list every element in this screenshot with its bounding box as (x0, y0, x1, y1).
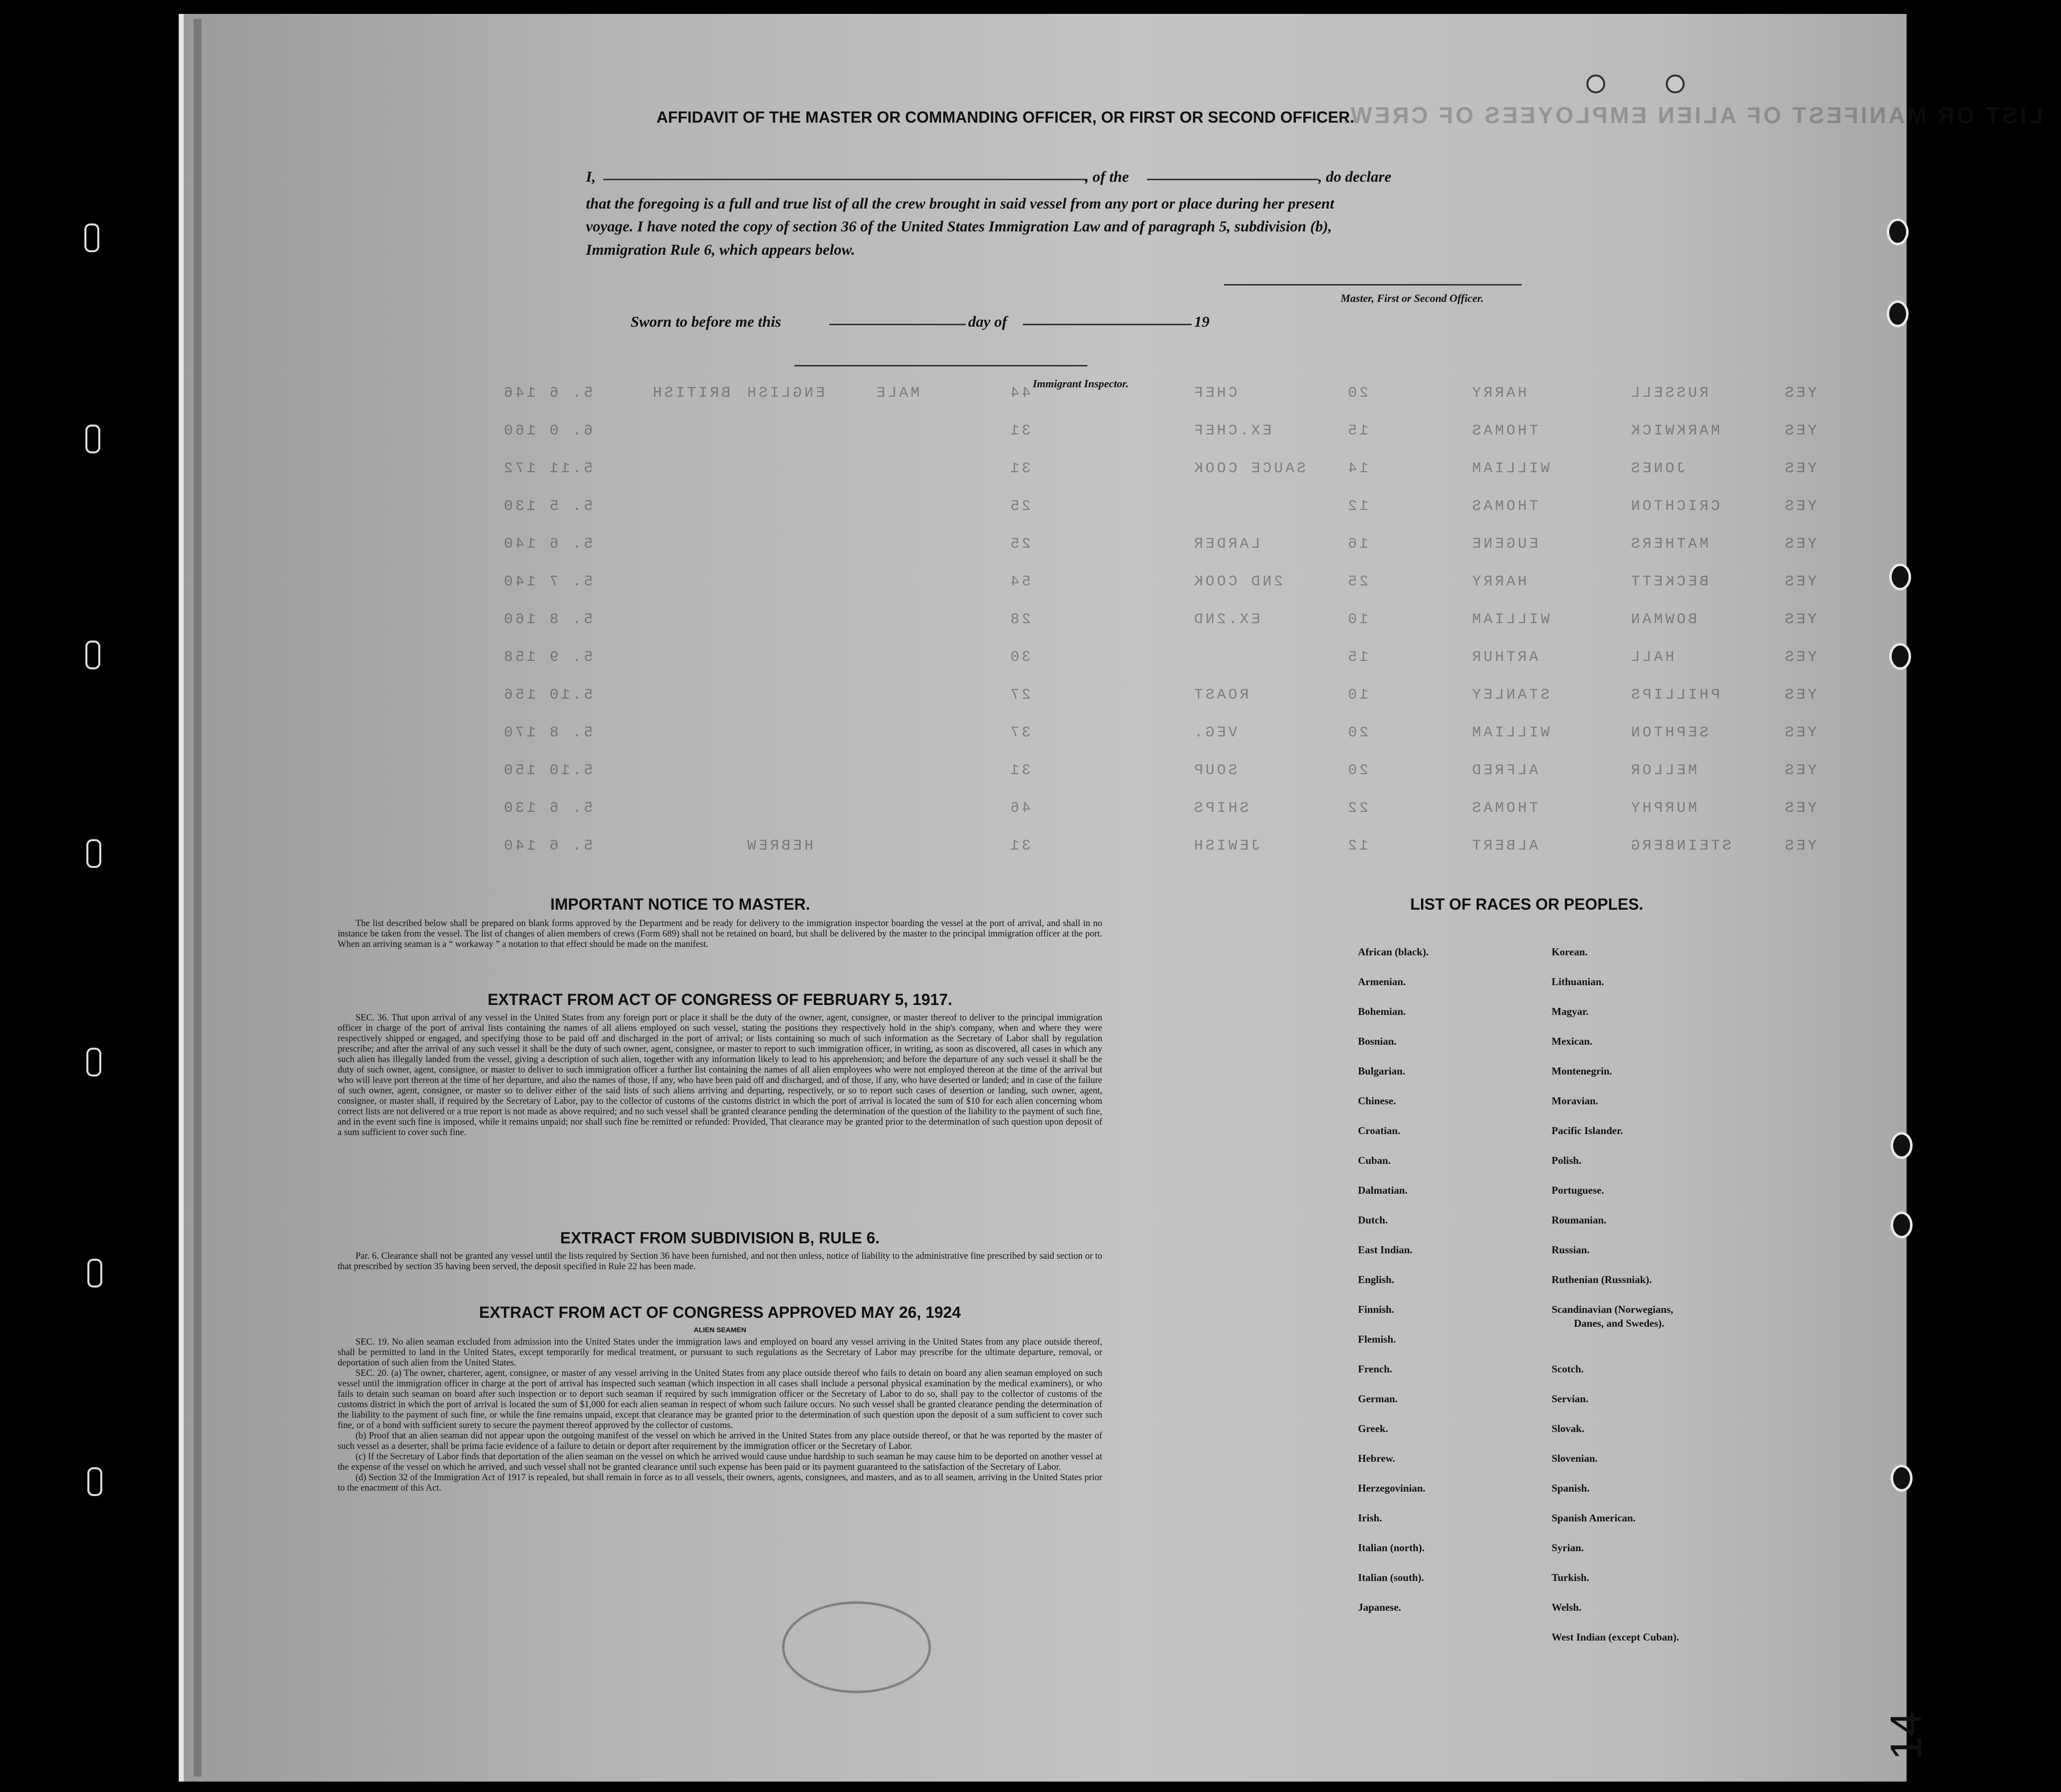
extract-1917-body (338, 1013, 1102, 1138)
bleed-through-cell: SOUP (1192, 762, 1238, 779)
bleed-through-cell: 12 (1346, 498, 1369, 515)
bleed-through-cell: 30 (1008, 649, 1031, 666)
bleed-through-cell: CHEF (1192, 385, 1238, 402)
races-title: LIST OF RACES OR PEOPLES. (1410, 895, 1643, 913)
bleed-through-cell: 20 (1346, 762, 1369, 779)
affidavit-heading: AFFIDAVIT OF THE MASTER OR COMMANDING OFFICER, OR FIRST OR SECOND OFFICER. (656, 108, 1354, 126)
top-hole (1666, 74, 1685, 93)
bleed-through-cell: EUGENE (1470, 536, 1539, 553)
bleed-through-cell: 2ND COOK (1192, 573, 1283, 590)
race-item: Spanish. (1552, 1482, 1590, 1494)
bleed-through-cell: 46 (1008, 800, 1031, 817)
inspector-signature-line[interactable] (794, 365, 1087, 366)
race-item: Croatian. (1358, 1125, 1401, 1137)
bleed-through-cell: 31 (1008, 838, 1031, 855)
bleed-through-cell: THOMAS (1470, 423, 1539, 439)
extract-1924-body (338, 1337, 1102, 1494)
sec-20a-text: SEC. 20. (a) The owner, charterer, agent, consignee, or master of any vessel arriving in the United States from any place outside thereof who fails to detain on board any alien seaman employed on such vessel until the immigration officer in charge at the port of arrival has inspected such seaman (which inspection in all cases shall include a personal physical examination by the medical examiners), or who fails to detain such seaman on board after such inspection or to deport such seaman if required by such immigration officer or the Secretary of Labor to do so, shall pay to the collector of customs of the customs district in which the port of arrival is located the sum of $1,000 for each alien seaman in respect of whom such failure occurs. No such vessel shall be granted clearance pending the determination of the liability to the payment of such fine, or while the fine remains unpaid, except that clearance may be granted prior to the determination of such question upon the deposit of a sum sufficient to cover such fine, or of a bond with sufficient surety to secure the payment thereof approved by the collector of customs. (338, 1368, 1102, 1431)
top-hole (1586, 74, 1605, 93)
race-item: Korean. (1552, 946, 1588, 958)
sworn-month-line[interactable] (1023, 324, 1192, 325)
race-item: Syrian. (1552, 1542, 1584, 1554)
bleed-through-cell: 20 (1346, 724, 1369, 741)
inspector-label: Immigrant Inspector. (1033, 377, 1129, 390)
bleed-through-cell: STEINBERG (1629, 838, 1732, 855)
race-item: Ruthenian (Russniak). (1552, 1274, 1652, 1286)
race-item: African (black). (1358, 946, 1429, 958)
bleed-through-cell: MURPHY (1629, 800, 1698, 817)
bleed-through-cell: 5.11 172 (501, 460, 593, 477)
bleed-through-cell: 25 (1346, 573, 1369, 590)
right-punch-hole (1889, 643, 1911, 670)
bleed-through-cell: 14 (1346, 460, 1369, 477)
vessel-name-line[interactable] (1147, 179, 1318, 180)
rule-6-title: EXTRACT FROM SUBDIVISION B, RULE 6. (560, 1229, 880, 1247)
notice-text: The list described below shall be prepared on blank forms approved by the Department and be ready for delivery to the immigration inspector boarding the vessel at the port of arrival, and shall in no instance be taken from the vessel. The list of changes of alien members of crews (Form 689) shall not be retained on board, but shall be delivered by the master to the principal immigration officer at the port. When an arriving seaman is a “ workaway ” a notation to that effect should be made on the manifest. (338, 919, 1102, 949)
bleed-through-cell: YES (1782, 498, 1817, 515)
bleed-through-cell: 5. 7 140 (501, 573, 593, 590)
bleed-through-cell: PHILLIPS (1629, 687, 1720, 704)
bleed-through-cell: WILLIAM (1470, 611, 1550, 628)
affidavit-line-3: Immigration Rule 6, which appears below. (586, 241, 855, 258)
bleed-through-cell: 31 (1008, 762, 1031, 779)
bleed-through-cell: MATHERS (1629, 536, 1709, 553)
sworn-label: Sworn to before me this (631, 313, 782, 330)
race-item: Portuguese. (1552, 1184, 1604, 1196)
affiant-name-line[interactable] (603, 179, 1087, 180)
bleed-through-cell: YES (1782, 385, 1817, 402)
sec-20d-text: (d) Section 32 of the Immigration Act of 1917 is repealed, but shall remain in force as to all vessels, their owners, agents, consignees, and masters, and as to all seamen, arriving in the United States prior to the enactment of this Act. (338, 1473, 1102, 1493)
bleed-through-cell: HARRY (1470, 573, 1527, 590)
right-punch-hole (1889, 564, 1911, 590)
bleed-through-cell: WILLIAM (1470, 724, 1550, 741)
race-item: English. (1358, 1274, 1394, 1286)
sec-36-text: SEC. 36. That upon arrival of any vessel in the United States from any foreign port or place it shall be the duty of the owner, agent, consignee, or master thereof to deliver to the principal immigration officer in charge of the port of arrival lists containing the names of all aliens employed on such vessel, stating the positions they respectively hold in the ship's company, when and where they were respectively shipped or engaged, and specifying those to be paid off and discharged in the port of arrival; or lists containing so much of such information as the Secretary of Labor shall by regulation prescribe; and after the arrival of any such vessel it shall be the duty of such owner, agent, consignee, or master to report to such immigration officer, in writing, as soon as discovered, all cases in which any such alien has illegally landed from the vessel, giving a description of such alien, together with any information likely to lead to his apprehension; and before the departure of any such vessel it shall be the duty of such owner, agent, consignee, or master to deliver to such immigration officer a further list containing the names of all alien employees who were not employed thereon at the time of the arrival but who will leave port thereon at the time of her departure, and also the names of those, if any, who have been paid off and discharged, and of those, if any, who have deserted or landed; and in case of the failure of such owner, agent, consignee, or master so to deliver either of the said lists of such aliens arriving and departing, respectively, or so to report such cases of desertion or landing, such owner, agent, consignee, or master shall, if required by the Secretary of Labor, pay to the collector of customs of the customs district in which the port of arrival is located the sum of $10 for each alien concerning whom correct lists are not delivered or a true report is not made as above required; and no such vessel shall be granted clearance pending the determination of the question of the liability to the payment of such fine, and in the event such fine is imposed, while it remains unpaid; nor shall such fine be remitted or refunded: Provided, That clearance may be granted prior to the determination of such question upon deposit of a sum sufficient to cover such fine. (338, 1013, 1102, 1138)
bleed-through-cell: YES (1782, 687, 1817, 704)
race-item: Magyar. (1552, 1005, 1589, 1017)
bleed-through-cell: 5. 8 170 (501, 724, 593, 741)
bleed-through-cell: 5. 6 146 (501, 385, 593, 402)
bleed-through-cell: 54 (1008, 573, 1031, 590)
bleed-through-cell: LARDER (1192, 536, 1261, 553)
race-item: Moravian. (1552, 1095, 1598, 1107)
bleed-through-cell: 5. 5 130 (501, 498, 593, 515)
race-item: Roumanian. (1552, 1214, 1607, 1226)
bleed-through-cell: 31 (1008, 423, 1031, 439)
race-item: Danes, and Swedes). (1574, 1317, 1665, 1329)
bleed-through-cell: YES (1782, 423, 1817, 439)
bleed-through-cell: YES (1782, 536, 1817, 553)
year-prefix: 19 (1194, 313, 1209, 330)
race-item: Japanese. (1358, 1601, 1401, 1613)
bleed-through-cell: JEWISH (1192, 838, 1261, 855)
bleed-through-cell: ARTHUR (1470, 649, 1539, 666)
bleed-through-cell: RUSSELL (1629, 385, 1709, 402)
rule-6-body (338, 1251, 1102, 1272)
race-item: Scandinavian (Norwegians, (1552, 1303, 1674, 1315)
bleed-through-cell: SAUCE COOK (1192, 460, 1306, 477)
sec-19-text: SEC. 19. No alien seaman excluded from admission into the United States under the immigration laws and employed on board any vessel arriving in the United States from any place outside thereof, shall be permitted to land in the United States, except temporarily for medical treatment, or pursuant to such regulations as the Secretary of Labor may prescribe for the ultimate departure, removal, or deportation of such alien from the United States. (338, 1337, 1102, 1368)
bleed-through-cell: 22 (1346, 800, 1369, 817)
race-item: French. (1358, 1363, 1393, 1375)
affiant-label: I, (586, 168, 596, 185)
bleed-through-cell: 5. 9 158 (501, 649, 593, 666)
extract-1917-title: EXTRACT FROM ACT OF CONGRESS OF FEBRUARY 5, 1917. (488, 991, 952, 1008)
punch-hole (87, 1259, 102, 1288)
punch-hole (85, 641, 100, 669)
bleed-through-header: LIST OR MANIFEST OF ALIEN EMPLOYEES OF CREW. (1341, 102, 2043, 128)
bleed-through-cell: SHIPS (1192, 800, 1249, 817)
sec-20c-text: (c) If the Secretary of Labor finds that deportation of the alien seaman on the vessel on which he arrived would cause undue hardship to such seaman he may cause him to be deported on another vessel at the expense of the vessel on which he arrived, and such vessel shall not be granted clearance until such expense has been paid or its payment guaranteed to the satisfaction of the Secretary of Labor. (338, 1452, 1102, 1472)
race-item: Polish. (1552, 1154, 1582, 1166)
right-punch-hole (1887, 300, 1909, 327)
office-stamp (782, 1601, 931, 1693)
bleed-through-cell: 10 (1346, 611, 1369, 628)
affidavit-line-2: voyage. I have noted the copy of section 36 of the United States Immigration Law and of paragraph 5, subdivision (b), (586, 217, 1332, 235)
sec-20b-text: (b) Proof that an alien seaman did not appear upon the outgoing manifest of the vessel on which he arrived in the United States from any place outside thereof, or that he was reported by the master of such vessel as a deserter, shall be prima facie evidence of a failure to detain or deport after requirement by the immigration officer or the Secretary of Labor. (338, 1431, 1102, 1451)
master-signature-line[interactable] (1224, 284, 1522, 286)
bleed-through-cell: 25 (1008, 498, 1031, 515)
bleed-through-cell: 6. 0 160 (501, 423, 593, 439)
race-item: Irish. (1358, 1512, 1382, 1524)
bleed-through-cell: HEBREW (745, 838, 814, 855)
bleed-through-cell: 5. 6 130 (501, 800, 593, 817)
bleed-through-cell: JONES (1629, 460, 1686, 477)
bleed-through-cell: YES (1782, 573, 1817, 590)
race-item: Italian (north). (1358, 1542, 1425, 1554)
bleed-through-cell: YES (1782, 724, 1817, 741)
bleed-through-cell: ROAST (1192, 687, 1249, 704)
bleed-through-cell: CRICHTON (1629, 498, 1720, 515)
bleed-through-cell: 16 (1346, 536, 1369, 553)
race-item: Finnish. (1358, 1303, 1394, 1315)
bleed-through-cell: YES (1782, 649, 1817, 666)
right-punch-hole (1891, 1132, 1913, 1159)
race-item: Slovak. (1552, 1423, 1584, 1434)
bleed-through-cell: 10 (1346, 687, 1369, 704)
right-punch-hole (1891, 1465, 1913, 1492)
of-the-label: , of the (1085, 168, 1129, 185)
race-item: Herzegovinian. (1358, 1482, 1425, 1494)
punch-hole (87, 1467, 102, 1496)
race-item: Scotch. (1552, 1363, 1584, 1375)
race-item: Cuban. (1358, 1154, 1391, 1166)
race-item: Bosnian. (1358, 1035, 1397, 1047)
race-item: Italian (south). (1358, 1572, 1424, 1583)
bleed-through-cell: 20 (1346, 385, 1369, 402)
bleed-through-cell: EX.2ND (1192, 611, 1261, 628)
sworn-day-line[interactable] (829, 324, 966, 325)
bleed-through-cell: 37 (1008, 724, 1031, 741)
bleed-through-cell: 25 (1008, 536, 1031, 553)
bleed-through-cell: YES (1782, 762, 1817, 779)
bleed-through-cell: 15 (1346, 649, 1369, 666)
race-item: Bulgarian. (1358, 1065, 1406, 1077)
alien-seamen-subtitle: ALIEN SEAMEN (694, 1326, 746, 1334)
race-item: Dutch. (1358, 1214, 1388, 1226)
punch-hole (86, 1048, 101, 1076)
bleed-through-cell: ALBERT (1470, 838, 1539, 855)
bleed-through-cell: BECKETT (1629, 573, 1709, 590)
bleed-through-cell: THOMAS (1470, 498, 1539, 515)
bleed-through-cell: ALFRED (1470, 762, 1539, 779)
bleed-through-cell: EX.CHEF (1192, 423, 1272, 439)
race-item: Greek. (1358, 1423, 1388, 1434)
race-item: Hebrew. (1358, 1452, 1395, 1464)
bleed-through-cell: YES (1782, 800, 1817, 817)
race-item: Bohemian. (1358, 1005, 1406, 1017)
bleed-through-cell: YES (1782, 838, 1817, 855)
race-item: Lithuanian. (1552, 976, 1604, 988)
race-item: Chinese. (1358, 1095, 1396, 1107)
notice-body (338, 919, 1102, 950)
bleed-through-cell: YES (1782, 460, 1817, 477)
bleed-through-cell: WILLIAM (1470, 460, 1550, 477)
notice-title: IMPORTANT NOTICE TO MASTER. (550, 895, 810, 913)
master-signature-label: Master, First or Second Officer. (1341, 292, 1484, 304)
bleed-through-cell: 15 (1346, 423, 1369, 439)
bleed-through-cell: SEPHTON (1629, 724, 1709, 741)
bleed-through-cell: 31 (1008, 460, 1031, 477)
punch-hole (84, 223, 99, 252)
bleed-through-cell: 12 (1346, 838, 1369, 855)
bleed-through-cell: MARKWICK (1629, 423, 1720, 439)
bleed-through-cell: BRITISH (650, 385, 731, 402)
bleed-through-cell: 5. 6 140 (501, 536, 593, 553)
bleed-through-cell: 27 (1008, 687, 1031, 704)
bleed-through-cell: VEG. (1192, 724, 1238, 741)
race-item: Servian. (1552, 1393, 1589, 1405)
race-item: Welsh. (1552, 1601, 1582, 1613)
bleed-through-cell: 28 (1008, 611, 1031, 628)
extract-1924-title: EXTRACT FROM ACT OF CONGRESS APPROVED MAY 26, 1924 (479, 1303, 961, 1321)
race-item: Pacific Islander. (1552, 1125, 1623, 1137)
race-item: Mexican. (1552, 1035, 1593, 1047)
day-of-label: day of (968, 313, 1007, 330)
bleed-through-cell: 5. 8 160 (501, 611, 593, 628)
bleed-through-cell: HARRY (1470, 385, 1527, 402)
race-item: West Indian (except Cuban). (1552, 1631, 1679, 1643)
bleed-through-cell: 5.10 156 (501, 687, 593, 704)
bleed-through-cell: STANLEY (1470, 687, 1550, 704)
affidavit-line-1: that the foregoing is a full and true list of all the crew brought in said vessel from any port or place during her present (586, 195, 1335, 212)
bleed-through-cell: MALE (874, 385, 920, 402)
race-item: German. (1358, 1393, 1398, 1405)
bleed-through-cell: HALL (1629, 649, 1675, 666)
right-punch-hole (1887, 218, 1909, 245)
race-item: Dalmatian. (1358, 1184, 1408, 1196)
race-item: Turkish. (1552, 1572, 1589, 1583)
race-item: Montenegrin. (1552, 1065, 1612, 1077)
bleed-through-cell: THOMAS (1470, 800, 1539, 817)
race-item: Armenian. (1358, 976, 1406, 988)
punch-hole (85, 425, 100, 453)
punch-hole (86, 839, 101, 868)
race-item: Spanish American. (1552, 1512, 1636, 1524)
page-number: 14 (1881, 1712, 1930, 1760)
bleed-through-cell: YES (1782, 611, 1817, 628)
bleed-through-cell: BOWMAN (1629, 611, 1698, 628)
do-declare-label: , do declare (1318, 168, 1392, 185)
par-6-text: Par. 6. Clearance shall not be granted any vessel until the lists required by Section 36 have been furnished, and not then unless, notice of liability to the administrative fine prescribed by said section or to that prescribed by section 35 having been served, the deposit specified in Rule 22 has been made. (338, 1251, 1102, 1272)
bleed-through-cell: 44 (1008, 385, 1031, 402)
bleed-through-cell: ENGLISH (745, 385, 825, 402)
right-punch-hole (1891, 1212, 1913, 1238)
bleed-through-cell: 5. 6 140 (501, 838, 593, 855)
bleed-through-cell: MELLOR (1629, 762, 1698, 779)
race-item: Slovenian. (1552, 1452, 1598, 1464)
race-item: Flemish. (1358, 1333, 1396, 1345)
race-item: East Indian. (1358, 1244, 1413, 1256)
binding-strip (194, 19, 202, 1777)
race-item: Russian. (1552, 1244, 1590, 1256)
bleed-through-cell: 5.10 150 (501, 762, 593, 779)
